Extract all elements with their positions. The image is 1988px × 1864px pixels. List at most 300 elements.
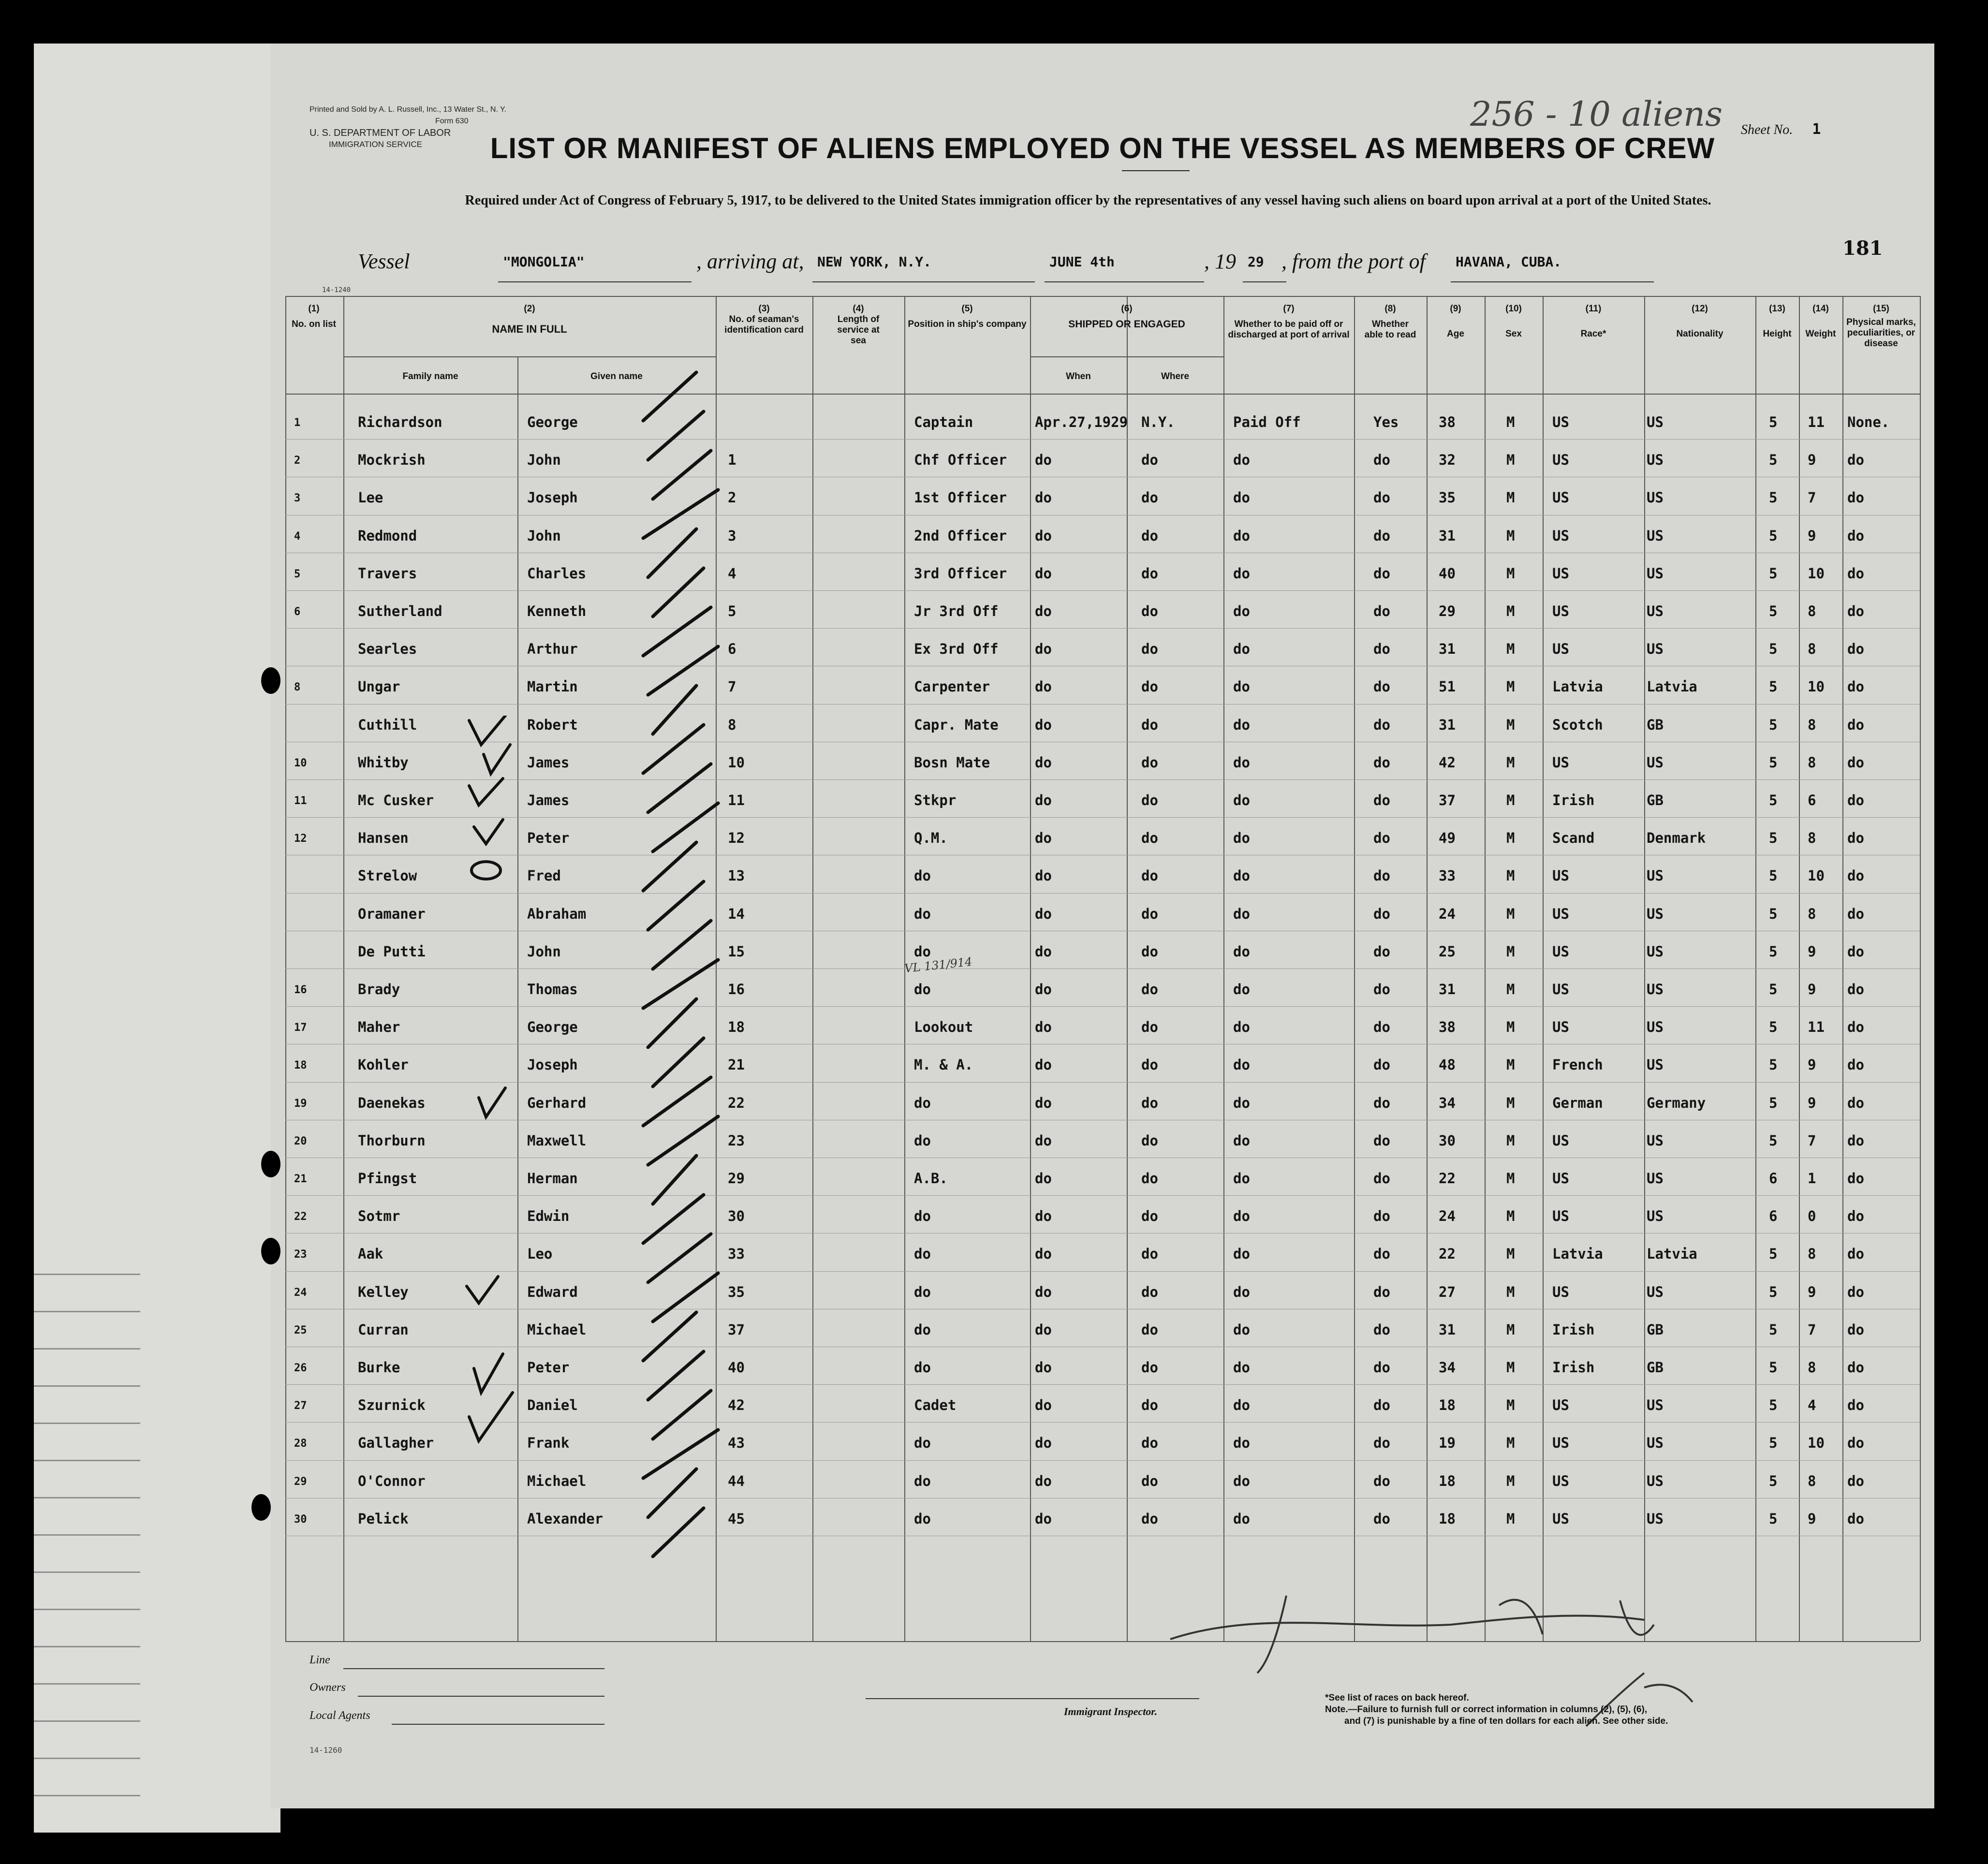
table-cell: Edward (527, 1283, 578, 1300)
note-line: *See list of races on back hereof. (1325, 1693, 1469, 1703)
table-cell: Joseph (527, 489, 578, 506)
col-num: (1) (308, 304, 320, 314)
col-label: Race* (1580, 329, 1606, 339)
table-cell: US (1552, 1397, 1569, 1414)
table-cell: do (1141, 1397, 1158, 1414)
table-cell: Scand (1552, 830, 1595, 847)
table-cell: Ex 3rd Off (914, 641, 999, 658)
table-cell: do (1141, 1132, 1158, 1149)
table-cell: Lee (358, 489, 383, 506)
publisher-line: Printed and Sold by A. L. Russell, Inc., 13 Water St., N. Y. (309, 105, 507, 114)
table-cell: De Putti (358, 943, 426, 960)
table-cell: US (1552, 641, 1569, 658)
reference-number: 181 (1842, 237, 1883, 260)
table-cell: 30 (728, 1208, 745, 1225)
table-cell: M (1506, 414, 1515, 430)
table-cell: Oramaner (358, 905, 426, 922)
table-cell: 10 (1808, 1435, 1825, 1452)
table-cell: 42 (728, 1397, 745, 1414)
table-cell: do (1373, 792, 1390, 808)
table-cell: Carpenter (914, 678, 990, 695)
table-cell: 16 (294, 984, 307, 996)
table-cell: US (1552, 1208, 1569, 1225)
table-cell: do (1233, 1472, 1250, 1489)
table-cell: 33 (1439, 867, 1456, 884)
table-cell: 27 (294, 1400, 307, 1412)
tick-stroke (648, 999, 696, 1047)
col-label: Sex (1505, 329, 1522, 339)
tick-stroke (648, 646, 718, 695)
table-cell: do (1141, 905, 1158, 922)
table-cell: 7 (1808, 489, 1816, 506)
table-cell: 5 (1769, 1057, 1778, 1073)
table-cell: 4 (294, 530, 301, 543)
table-cell: Sotmr (358, 1208, 400, 1225)
table-row (285, 630, 1920, 668)
pencil-check-marks (604, 367, 822, 1576)
table-cell: 6 (1808, 792, 1816, 808)
table-cell: Latvia (1552, 678, 1603, 695)
table-row (285, 555, 1920, 592)
col10-header (1485, 304, 1543, 339)
table-cell: do (914, 981, 931, 998)
table-cell: do (1233, 830, 1250, 847)
table-cell: 5 (1769, 603, 1778, 619)
agents-underline (392, 1724, 604, 1725)
table-cell: George (527, 414, 578, 430)
check-mark (469, 716, 505, 745)
table-cell: 13 (728, 867, 745, 884)
table-cell: do (1141, 452, 1158, 469)
arrival-date: JUNE 4th (1049, 254, 1115, 270)
table-cell: German (1552, 1094, 1603, 1111)
col-num: (7) (1283, 304, 1295, 314)
table-cell: do (1373, 489, 1390, 506)
table-cell: Daniel (527, 1397, 578, 1414)
table-cell: do (1035, 792, 1052, 808)
table-cell: Mc Cusker (358, 792, 434, 808)
table-cell: US (1647, 489, 1664, 506)
table-cell: Brady (358, 981, 400, 998)
table-cell: do (1233, 1510, 1250, 1527)
table-cell: M (1506, 1057, 1515, 1073)
table-cell: do (1233, 792, 1250, 808)
table-cell: do (914, 1510, 931, 1527)
table-cell: 5 (1769, 1435, 1778, 1452)
table-cell: M (1506, 1283, 1515, 1300)
table-cell: 8 (1808, 1472, 1816, 1489)
table-cell: do (1373, 1472, 1390, 1489)
table-cell: M (1506, 943, 1515, 960)
table-cell: do (1035, 867, 1052, 884)
table-cell: 6 (1769, 1170, 1778, 1187)
col9-header (1427, 304, 1485, 339)
table-cell: M (1506, 1472, 1515, 1489)
table-cell: do (1233, 905, 1250, 922)
owners-underline (358, 1696, 604, 1697)
table-cell: 22 (294, 1211, 307, 1223)
table-cell: do (1233, 1132, 1250, 1149)
year-underline (1243, 281, 1286, 282)
table-cell: do (1373, 716, 1390, 733)
table-cell: do (1373, 565, 1390, 582)
inspector-label: Immigrant Inspector. (1064, 1705, 1158, 1717)
table-cell: Lookout (914, 1019, 973, 1036)
table-cell: 23 (294, 1248, 307, 1261)
table-cell: do (1035, 565, 1052, 582)
table-cell: GB (1647, 792, 1664, 808)
table-cell: do (1141, 489, 1158, 506)
table-cell: do (1233, 1094, 1250, 1111)
col5-header (904, 304, 1030, 330)
table-cell: 22 (728, 1094, 745, 1111)
table-cell: do (1233, 1321, 1250, 1338)
table-cell: do (1141, 830, 1158, 847)
table-cell: Leo (527, 1246, 553, 1262)
table-cell: do (914, 1283, 931, 1300)
table-cell: 5 (1769, 754, 1778, 771)
table-cell: do (1233, 716, 1250, 733)
table-cell: M (1506, 1019, 1515, 1036)
table-cell: US (1647, 1510, 1664, 1527)
table-cell: do (1035, 1208, 1052, 1225)
table-cell: M (1506, 603, 1515, 619)
note-line: Note.—Failure to furnish full or correct information in columns (2), (5), (6), (1325, 1704, 1648, 1715)
table-cell: 1 (294, 417, 301, 429)
table-cell: M (1506, 830, 1515, 847)
table-cell: 26 (294, 1362, 307, 1374)
table-cell: 19 (1439, 1435, 1456, 1452)
table-cell: US (1647, 452, 1664, 469)
tick-stroke (648, 529, 696, 577)
table-cell: do (1035, 716, 1052, 733)
table-cell: do (1847, 792, 1864, 808)
table-cell: do (914, 1472, 931, 1489)
col-num: (6) (1121, 304, 1133, 314)
col1-header (285, 304, 342, 330)
table-cell: do (1141, 1435, 1158, 1452)
table-cell: Arthur (527, 641, 578, 658)
table-cell: 5 (1769, 830, 1778, 847)
table-cell: US (1647, 943, 1664, 960)
table-cell: US (1552, 1170, 1569, 1187)
table-cell: 31 (1439, 716, 1456, 733)
owners-label: Owners (309, 1681, 346, 1694)
year-suffix: 29 (1248, 254, 1264, 270)
table-cell: 6 (1769, 1208, 1778, 1225)
table-cell: 1 (728, 452, 736, 469)
col15-header (1842, 304, 1920, 349)
table-cell: Maher (358, 1019, 400, 1036)
table-cell: 29 (1439, 603, 1456, 619)
table-cell: 18 (294, 1059, 307, 1072)
table-cell: do (1141, 1208, 1158, 1225)
table-cell: 49 (1439, 830, 1456, 847)
table-cell: Kenneth (527, 603, 587, 619)
tick-stroke (653, 921, 711, 969)
table-cell: do (1847, 1397, 1864, 1414)
table-row (285, 479, 1920, 516)
table-cell: 34 (1439, 1359, 1456, 1376)
table-cell: do (914, 1132, 931, 1149)
table-cell: do (1035, 1397, 1052, 1414)
table-cell: 35 (728, 1283, 745, 1300)
table-cell: US (1647, 603, 1664, 619)
table-cell: 5 (1769, 641, 1778, 658)
table-cell: do (1233, 641, 1250, 658)
col-label: NAME IN FULL (492, 323, 567, 335)
table-cell: do (1847, 489, 1864, 506)
table-cell: do (1847, 1170, 1864, 1187)
table-cell: 1st Officer (914, 489, 1007, 506)
table-cell: 20 (294, 1135, 307, 1147)
table-cell: do (1035, 1321, 1052, 1338)
table-cell: US (1647, 1132, 1664, 1149)
table-cell: 2nd Officer (914, 527, 1007, 544)
tick-stroke (653, 803, 718, 851)
table-cell: do (1373, 905, 1390, 922)
col-label: Age (1447, 329, 1464, 339)
table-cell: 5 (294, 568, 301, 580)
table-cell: Cuthill (358, 716, 417, 733)
table-cell: do (1847, 1283, 1864, 1300)
table-cell: Szurnick (358, 1397, 426, 1414)
col-num: (10) (1505, 304, 1522, 314)
col-label: Length of service at sea (837, 314, 880, 346)
binder-hole (251, 1494, 271, 1521)
table-cell: M (1506, 981, 1515, 998)
table-cell: do (914, 1094, 931, 1111)
table-cell: 22 (1439, 1246, 1456, 1262)
table-cell: Irish (1552, 1321, 1595, 1338)
table-cell: Herman (527, 1170, 578, 1187)
table-cell: 9 (1808, 1057, 1816, 1073)
table-cell: do (1373, 1246, 1390, 1262)
table-cell: do (1373, 867, 1390, 884)
table-cell: do (1035, 641, 1052, 658)
table-cell: 4 (1808, 1397, 1816, 1414)
table-cell: Kelley (358, 1283, 409, 1300)
table-cell: Thomas (527, 981, 578, 998)
table-cell: 33 (728, 1246, 745, 1262)
table-cell: do (1373, 1094, 1390, 1111)
table-cell: Travers (358, 565, 417, 582)
table-cell: 18 (1439, 1472, 1456, 1489)
table-cell: GB (1647, 1321, 1664, 1338)
table-cell: do (1233, 1283, 1250, 1300)
check-mark (469, 778, 503, 805)
check-mark (474, 1354, 503, 1393)
table-cell: do (1035, 1510, 1052, 1527)
table-cell: Scotch (1552, 716, 1603, 733)
table-cell: 8 (728, 716, 736, 733)
table-cell: US (1552, 1132, 1569, 1149)
table-cell: 29 (294, 1475, 307, 1488)
table-cell: Peter (527, 830, 570, 847)
agents-label: Local Agents (309, 1709, 370, 1722)
from-underline (1451, 281, 1654, 282)
table-cell: Robert (527, 716, 578, 733)
table-cell: M (1506, 1435, 1515, 1452)
tick-stroke (653, 686, 696, 734)
table-cell: 2 (728, 489, 736, 506)
table-cell: do (1847, 1208, 1864, 1225)
tick-stroke (653, 1273, 718, 1321)
table-cell: do (1233, 1435, 1250, 1452)
table-cell: M (1506, 1132, 1515, 1149)
table-cell: 8 (1808, 905, 1816, 922)
tick-stroke (648, 764, 711, 812)
tick-stroke (653, 451, 711, 499)
where-header: Where (1161, 371, 1190, 382)
table-cell: 9 (1808, 943, 1816, 960)
table-top-rule (285, 296, 1920, 297)
table-cell: do (1141, 1321, 1158, 1338)
table-cell: US (1647, 1057, 1664, 1073)
table-cell: 18 (728, 1019, 745, 1036)
table-cell: do (1035, 1132, 1052, 1149)
table-cell: do (1233, 1019, 1250, 1036)
table-cell: 5 (1769, 1283, 1778, 1300)
table-cell: 21 (728, 1057, 745, 1073)
table-cell: do (914, 1321, 931, 1338)
arriving-label: , arriving at, (696, 250, 804, 273)
table-cell: 44 (728, 1472, 745, 1489)
table-cell: US (1647, 414, 1664, 430)
table-cell: US (1552, 981, 1569, 998)
table-cell: M (1506, 1359, 1515, 1376)
vl-note: VL 131/914 (903, 954, 973, 976)
table-cell: do (1035, 452, 1052, 469)
tick-stroke (648, 411, 704, 460)
table-cell: James (527, 792, 570, 808)
table-cell: 40 (1439, 565, 1456, 582)
table-cell: 10 (1808, 565, 1825, 582)
col-num: (15) (1873, 304, 1889, 314)
table-cell: Aak (358, 1246, 383, 1262)
page-title: LIST OR MANIFEST OF ALIENS EMPLOYED ON THE VESSEL AS MEMBERS OF CREW (490, 132, 1715, 164)
table-cell: 8 (1808, 1359, 1816, 1376)
table-cell: US (1552, 867, 1569, 884)
table-cell: US (1552, 1435, 1569, 1452)
table-cell: GB (1647, 716, 1664, 733)
table-cell: do (1141, 641, 1158, 658)
table-cell: US (1552, 905, 1569, 922)
table-cell: Jr 3rd Off (914, 603, 999, 619)
table-cell: 7 (1808, 1321, 1816, 1338)
line-label: Line (309, 1654, 330, 1666)
table-cell: 8 (1808, 1246, 1816, 1262)
table-cell: do (1847, 1132, 1864, 1149)
col-label: SHIPPED OR ENGAGED (1068, 319, 1185, 330)
table-row (285, 668, 1920, 705)
table-cell: Hansen (358, 830, 409, 847)
table-cell: US (1552, 489, 1569, 506)
table-cell: M (1506, 1094, 1515, 1111)
table-cell: Cadet (914, 1397, 957, 1414)
col-num: (14) (1812, 304, 1829, 314)
table-cell: 8 (1808, 716, 1816, 733)
table-cell: Curran (358, 1321, 409, 1338)
table-cell: 5 (1769, 792, 1778, 808)
table-cell: Kohler (358, 1057, 409, 1073)
table-cell: 48 (1439, 1057, 1456, 1073)
table-cell: 51 (1439, 678, 1456, 695)
table-cell: do (1233, 489, 1250, 506)
table-cell: 10 (294, 757, 307, 769)
from-label: , from the port of (1281, 250, 1426, 273)
table-cell: do (1233, 754, 1250, 771)
table-cell: do (1141, 1283, 1158, 1300)
table-cell: 5 (1769, 1510, 1778, 1527)
table-cell: 8 (1808, 754, 1816, 771)
col-num: (5) (961, 304, 973, 314)
publisher-line: U. S. DEPARTMENT OF LABOR (309, 128, 451, 138)
table-cell: US (1647, 565, 1664, 582)
table-cell: do (1847, 867, 1864, 884)
col11-header (1543, 304, 1644, 339)
table-cell: do (1141, 527, 1158, 544)
table-cell: do (1035, 1472, 1052, 1489)
table-cell: M (1506, 905, 1515, 922)
table-cell: Paid Off (1233, 414, 1301, 430)
table-cell: Irish (1552, 792, 1595, 808)
table-cell: Irish (1552, 1359, 1595, 1376)
table-cell: 12 (728, 830, 745, 847)
table-cell: do (1373, 943, 1390, 960)
table-cell: do (1035, 943, 1052, 960)
table-cell: James (527, 754, 570, 771)
table-cell: US (1647, 1283, 1664, 1300)
table-cell: 31 (1439, 981, 1456, 998)
table-cell: M. & A. (914, 1057, 973, 1073)
table-cell: Redmond (358, 527, 417, 544)
table-cell: 1 (1808, 1170, 1816, 1187)
table-cell: Joseph (527, 1057, 578, 1073)
table-cell: do (1035, 830, 1052, 847)
table-cell: 18 (1439, 1510, 1456, 1527)
binder-hole (261, 1151, 280, 1177)
table-cell: John (527, 527, 561, 544)
table-cell: US (1552, 1019, 1569, 1036)
table-cell: 29 (728, 1170, 745, 1187)
table-cell: 8 (1808, 641, 1816, 658)
table-cell: M (1506, 1321, 1515, 1338)
col-num: (3) (758, 304, 770, 314)
table-cell: 6 (728, 641, 736, 658)
table-cell: 34 (1439, 1094, 1456, 1111)
table-cell: 5 (1769, 527, 1778, 544)
table-cell: Charles (527, 565, 587, 582)
table-cell: 11 (294, 795, 307, 807)
table-cell: do (1373, 1283, 1390, 1300)
table-cell: M (1506, 867, 1515, 884)
tick-stroke (648, 881, 704, 930)
table-cell: 2 (294, 455, 301, 467)
table-cell: Burke (358, 1359, 400, 1376)
table-cell: US (1647, 1397, 1664, 1414)
table-cell: Daenekas (358, 1094, 426, 1111)
vessel-label: Vessel (358, 250, 410, 273)
check-mark (479, 1088, 505, 1117)
table-cell: do (1035, 1283, 1052, 1300)
tick-stroke (653, 1038, 704, 1086)
table-cell: do (1233, 1170, 1250, 1187)
table-cell: do (1141, 754, 1158, 771)
table-cell: French (1552, 1057, 1603, 1073)
table-cell: do (1847, 981, 1864, 998)
table-cell: do (1847, 830, 1864, 847)
